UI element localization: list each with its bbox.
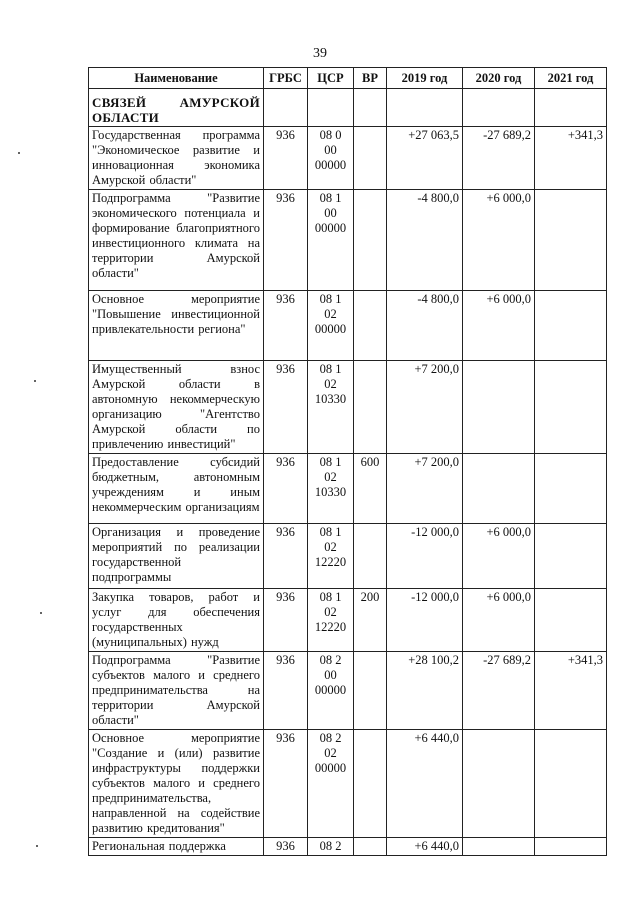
table-row — [89, 291, 607, 361]
scan-speck — [36, 845, 38, 847]
csr-code-part: 08 1 — [319, 362, 342, 376]
row-2021 — [535, 838, 607, 856]
table-header-row — [89, 68, 607, 89]
csr-code-part: 08 1 — [319, 292, 342, 306]
header-2021: 2021 год — [535, 68, 607, 89]
scan-speck — [34, 380, 36, 382]
scan-speck — [18, 152, 20, 154]
row-2020: -27 689,2 — [463, 652, 535, 730]
csr-code-part: 00 — [324, 668, 337, 682]
row-2019 — [387, 89, 463, 127]
row-csr — [308, 291, 354, 361]
csr-code-part: 02 — [324, 470, 337, 484]
row-2020: +6 000,0 — [463, 190, 535, 291]
table-row — [89, 454, 607, 524]
row-vr — [354, 89, 387, 127]
row-name: Государственная программа "Экономическое развитие и инновационная экономика Амурской области" — [89, 127, 264, 190]
csr-code-part: 02 — [324, 377, 337, 391]
csr-code-part: 00000 — [314, 221, 347, 235]
row-vr — [354, 361, 387, 454]
row-grbs: 936 — [264, 361, 308, 454]
row-2019: +7 200,0 — [387, 361, 463, 454]
row-2021 — [535, 291, 607, 361]
row-grbs: 936 — [264, 589, 308, 652]
row-2019: -4 800,0 — [387, 291, 463, 361]
csr-code-part: 08 0 — [319, 128, 342, 142]
row-grbs: 936 — [264, 730, 308, 838]
row-2020 — [463, 361, 535, 454]
row-grbs: 936 — [264, 652, 308, 730]
row-2021: +341,3 — [535, 652, 607, 730]
row-name: Региональная поддержка — [89, 838, 264, 856]
table-row — [89, 730, 607, 838]
csr-code-part: 10330 — [314, 392, 347, 406]
row-grbs: 936 — [264, 127, 308, 190]
row-vr — [354, 524, 387, 589]
row-2020: +6 000,0 — [463, 589, 535, 652]
csr-code-part: 08 1 — [319, 525, 342, 539]
row-2019: +6 440,0 — [387, 838, 463, 856]
table-row — [89, 524, 607, 589]
row-csr — [308, 730, 354, 838]
row-grbs: 936 — [264, 190, 308, 291]
row-2021: +341,3 — [535, 127, 607, 190]
row-2019: -12 000,0 — [387, 524, 463, 589]
header-vr: ВР — [354, 68, 387, 89]
row-2020 — [463, 730, 535, 838]
row-vr — [354, 838, 387, 856]
row-2019: -12 000,0 — [387, 589, 463, 652]
row-2021 — [535, 730, 607, 838]
row-2020 — [463, 89, 535, 127]
row-2019: +27 063,5 — [387, 127, 463, 190]
page-number: 39 — [313, 46, 327, 61]
row-vr: 600 — [354, 454, 387, 524]
table-row — [89, 652, 607, 730]
table-row — [89, 361, 607, 454]
row-2019: -4 800,0 — [387, 190, 463, 291]
row-2020 — [463, 838, 535, 856]
csr-code-part: 08 1 — [319, 590, 342, 604]
row-csr — [308, 89, 354, 127]
row-name: Предоставление субсидий бюджетным, автономным учреждениям и иным некоммерческим организациям — [89, 454, 264, 524]
csr-code-part: 08 2 — [319, 653, 342, 667]
header-2019: 2019 год — [387, 68, 463, 89]
csr-code-part: 12220 — [314, 620, 347, 634]
row-vr — [354, 291, 387, 361]
header-grbs: ГРБС — [264, 68, 308, 89]
row-name: Организация и проведение мероприятий по реализации государственной подпрограммы — [89, 524, 264, 589]
row-csr — [308, 589, 354, 652]
table-row — [89, 127, 607, 190]
csr-code-part: 08 1 — [319, 455, 342, 469]
row-vr: 200 — [354, 589, 387, 652]
row-vr — [354, 127, 387, 190]
csr-code-part: 00000 — [314, 158, 347, 172]
row-2020: +6 000,0 — [463, 524, 535, 589]
row-csr — [308, 454, 354, 524]
row-grbs: 936 — [264, 524, 308, 589]
csr-code-part: 02 — [324, 540, 337, 554]
table-row — [89, 838, 607, 856]
csr-code-part: 00 — [324, 206, 337, 220]
row-csr — [308, 524, 354, 589]
row-2021 — [535, 190, 607, 291]
row-grbs: 936 — [264, 454, 308, 524]
row-2019: +7 200,0 — [387, 454, 463, 524]
row-vr — [354, 652, 387, 730]
csr-code-part: 00000 — [314, 683, 347, 697]
row-csr — [308, 838, 354, 856]
row-csr — [308, 190, 354, 291]
header-csr: ЦСР — [308, 68, 354, 89]
row-grbs: 936 — [264, 838, 308, 856]
row-2020 — [463, 454, 535, 524]
row-name: Подпрограмма "Развитие субъектов малого и среднего предпринимательства на территории Амурской области" — [89, 652, 264, 730]
csr-code-part: 00000 — [314, 761, 347, 775]
row-2021 — [535, 89, 607, 127]
table-row — [89, 190, 607, 291]
row-2021 — [535, 361, 607, 454]
row-name: Основное мероприятие "Повышение инвестиционной привлекательности региона" — [89, 291, 264, 361]
row-2020: -27 689,2 — [463, 127, 535, 190]
csr-code-part: 02 — [324, 307, 337, 321]
csr-code-part: 08 2 — [319, 731, 342, 745]
row-2021 — [535, 454, 607, 524]
row-grbs: 936 — [264, 291, 308, 361]
row-csr — [308, 361, 354, 454]
csr-code-part: 00000 — [314, 322, 347, 336]
row-name: Имущественный взнос Амурской области в автономную некоммерческую организацию "Агентство Амурской области по привлечению инвестиций" — [89, 361, 264, 454]
row-name: Подпрограмма "Развитие экономического потенциала и формирование благоприятного инвестиционного климата на территории Амурской области" — [89, 190, 264, 291]
row-name: СВЯЗЕЙ АМУРСКОЙ ОБЛАСТИ — [89, 89, 264, 127]
row-csr — [308, 652, 354, 730]
header-name: Наименование — [89, 68, 264, 89]
table-row — [89, 89, 607, 127]
csr-code-part: 02 — [324, 746, 337, 760]
row-vr — [354, 730, 387, 838]
row-csr — [308, 127, 354, 190]
row-grbs — [264, 89, 308, 127]
csr-code-part: 00 — [324, 143, 337, 157]
budget-table — [88, 67, 607, 856]
csr-code-part: 08 1 — [319, 191, 342, 205]
row-2020: +6 000,0 — [463, 291, 535, 361]
csr-code-part: 10330 — [314, 485, 347, 499]
row-2019: +6 440,0 — [387, 730, 463, 838]
csr-code-part: 02 — [324, 605, 337, 619]
row-name: Закупка товаров, работ и услуг для обеспечения государственных (муниципальных) нужд — [89, 589, 264, 652]
row-vr — [354, 190, 387, 291]
csr-code-part: 12220 — [314, 555, 347, 569]
row-2019: +28 100,2 — [387, 652, 463, 730]
row-name: Основное мероприятие "Создание и (или) развитие инфраструктуры поддержки субъектов малого и среднего предпринимательства, направленной на содействие развитию кредитования" — [89, 730, 264, 838]
row-2021 — [535, 524, 607, 589]
header-2020: 2020 год — [463, 68, 535, 89]
table-row — [89, 589, 607, 652]
row-2021 — [535, 589, 607, 652]
scan-speck — [40, 612, 42, 614]
csr-code-part: 08 2 — [319, 839, 342, 853]
